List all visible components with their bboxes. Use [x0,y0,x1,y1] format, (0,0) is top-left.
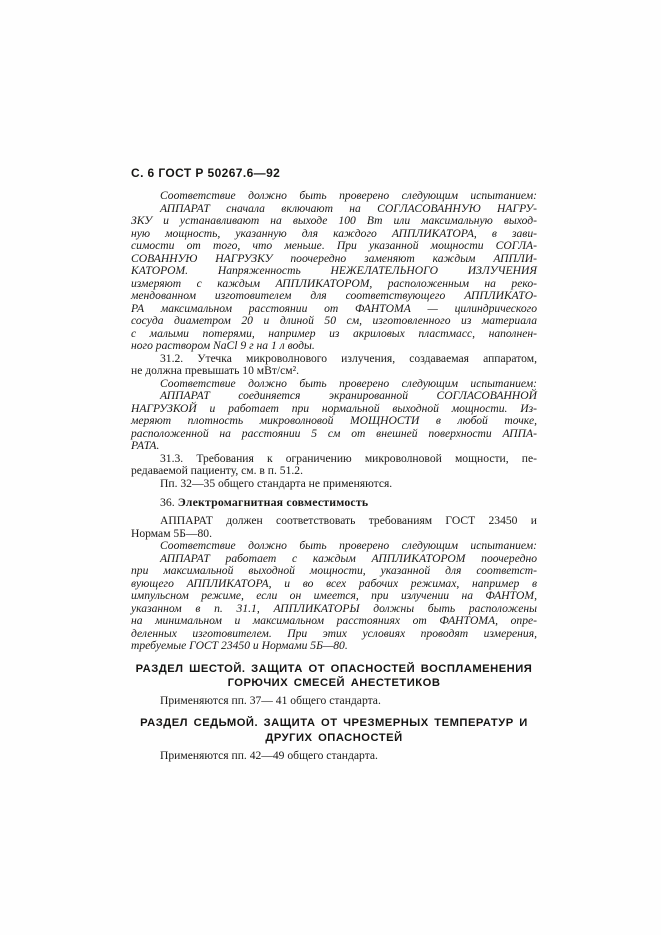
text-line: указанном в п. 31.1, АППЛИКАТОРЫ должны быть расположены [131,601,537,615]
text-line: сосуда диаметром 20 и длиной 50 см, изготовленного из материала [131,314,537,327]
section-heading-line: РАЗДЕЛ ШЕСТОЙ. ЗАЩИТА ОТ ОПАСНОСТЕЙ ВОСПЛАМЕНЕНИЯ [135,662,533,675]
text-line: Пп. 32—35 общего стандарта не применяются. [160,476,393,490]
text-line: НАГРУЗКОЙ и работает при нормальной выходной мощности. Из- [131,401,537,415]
text-line: Применяются пп. 42—49 общего стандарта. [160,748,378,762]
paragraph [131,190,537,203]
section-heading-line: ДРУГИХ ОПАСНОСТЕЙ [265,731,403,744]
text-line: импульсном режиме, если он имеется, при излучении на ФАНТОМ, [131,589,537,602]
section-heading-line: ГОРЮЧИХ СМЕСЕЙ АНЕСТЕТИКОВ [227,676,441,689]
text-line: с малыми потерями, например из акриловых пластмасс, наполнен- [131,326,537,340]
text-line: АППАРАТ должен соответствовать требованиям ГОСТ 23450 и [160,514,537,527]
text-line: АППАРАТ соединяется экранированной СОГЛАСОВАННОЙ [160,389,537,402]
paragraph [131,540,537,653]
text-line: Применяются пп. 37— 41 общего стандарта. [160,693,381,707]
text-line: деленных изготовителем. При этих условиях проводят измерения, [131,626,537,640]
text-line: на минимальном и максимальном расстояниях от ФАНТОМА, опре- [131,614,537,627]
text-line: вующего АППЛИКАТОРА, и во всех рабочих режимах, например в [131,576,537,590]
text-line: 31.3. Требования к ограничению микроволновой мощности, пе- [160,451,537,465]
text-line: требуемые ГОСТ 23450 и Нормами 5Б—80. [131,639,348,652]
text-line: Соответствие должно быть проверено следующим испытанием: [160,376,537,390]
text-line: мендованном изготовителем для соответствующего АППЛИКАТО- [131,289,537,302]
document-body [131,190,537,766]
text-line: ЗКУ и устанавливают на выходе 100 Вт или максимальную выход- [131,214,537,227]
text-line: расположенной на расстоянии 5 см от внешней поверхности АППА- [131,426,537,440]
text-line: измеряют с каждым АППЛИКАТОРОМ, расположенным на реко- [131,276,537,290]
clause-number: 36. [160,495,175,509]
text-line: при максимальной выходной мощности, указанной для соответст- [131,564,537,577]
page-header-running-title: С. 6 ГОСТ Р 50267.6—92 [131,166,281,180]
text-line: АППАРАТ сначала включают на СОГЛАСОВАННУЮ НАГРУ- [160,201,537,215]
section-heading [131,716,537,744]
text-line: ную мощность, указанную для каждого АППЛИКАТОРА, в зави- [131,226,537,240]
text-line: Нормам 5Б—80. [131,526,212,540]
text-line: меряют плотность микроволновой МОЩНОСТИ в любой точке, [131,414,537,427]
section-heading [131,662,537,690]
clause-title: Электромагнитная совместимость [177,495,369,509]
paragraph [131,515,537,540]
paragraph [131,750,537,763]
text-line: АППАРАТ работает с каждым АППЛИКАТОРОМ поочередно [160,551,537,565]
section-heading-line: РАЗДЕЛ СЕДЬМОЙ. ЗАЩИТА ОТ ЧРЕЗМЕРНЫХ ТЕМПЕРАТУР И [140,717,528,730]
text-line: КАТОРОМ. Напряженность НЕЖЕЛАТЕЛЬНОГО ИЗЛУЧЕНИЯ [131,264,537,277]
text-line: РА максимальном расстоянии от ФАНТОМА — цилиндрического [131,301,537,315]
paragraph [131,353,537,378]
text-line: Соответствие должно быть проверено следующим испытанием: [160,539,537,552]
text-line: редаваемой пациенту, см. в п. 51.2. [131,464,303,477]
text-line: не должна превышать 10 мВт/см². [131,364,299,377]
paragraph [131,695,537,708]
paragraph [131,203,537,353]
paragraph [131,453,537,478]
text-line: симости от того, что меньше. При указанной мощности СОГЛА- [131,239,537,252]
clause-heading [131,496,537,509]
text-line: РАТА. [131,439,160,452]
text-line: Соответствие должно быть проверено следующим испытанием: [160,189,537,202]
text-line: СОВАННУЮ НАГРУЗКУ поочередно заменяют каждым АППЛИ- [131,251,537,265]
paragraph [131,478,537,491]
paragraph [131,378,537,453]
text-line: ного раствором NaCl 9 г на 1 л воды. [131,339,315,352]
text-line: 31.2. Утечка микроволнового излучения, создаваемая аппаратом, [160,351,537,365]
